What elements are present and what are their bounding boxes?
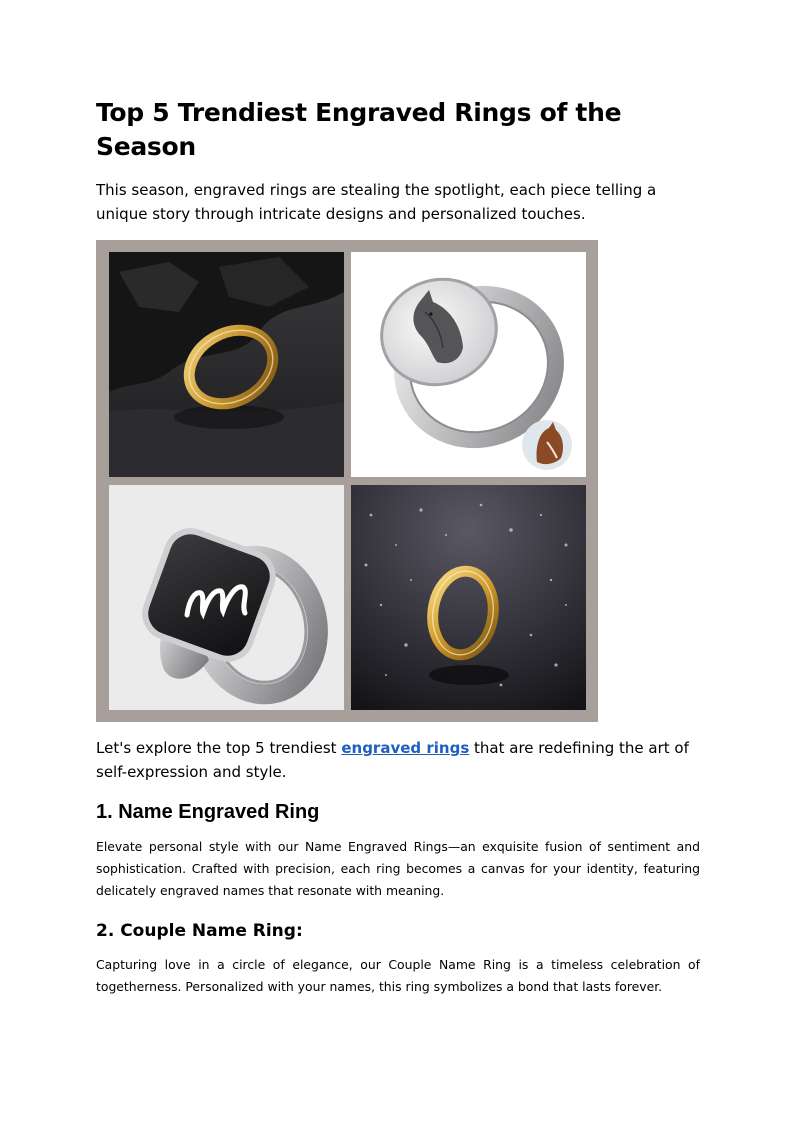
gold-band-on-glitter-image [351,485,586,710]
explore-text-before: Let's explore the top 5 trendiest [96,739,342,757]
section-heading-name-engraved-ring: 1. Name Engraved Ring [96,801,320,823]
letter-m-signet-ring-image [109,485,344,710]
horse-portrait-signet-ring-image [351,252,586,477]
gold-band-on-rock-image [109,252,344,477]
explore-text-after: that are redefining the art of self-expression and style. [96,739,689,781]
intro-paragraph: This season, engraved rings are stealing the spotlight, each piece telling a unique story through intricate designs and personalized touches. [96,181,657,223]
engraved-rings-link[interactable]: engraved rings [341,739,470,757]
ring-collage [96,240,598,722]
section-body-couple-name-ring: Capturing love in a circle of elegance, our Couple Name Ring is a timeless celebration of togetherness. Personalized with your names, this ring symbolizes a bond that lasts forever. [96,957,700,994]
page-title: Top 5 Trendiest Engraved Rings of the Season [96,98,622,161]
explore-paragraph [96,736,700,784]
section-heading-couple-name-ring: 2. Couple Name Ring: [96,921,303,941]
document-page [96,96,700,998]
section-body-name-engraved-ring: Elevate personal style with our Name Engraved Rings—an exquisite fusion of sentiment and sophistication. Crafted with precision, each ring becomes a canvas for your identity, featuring delicately engraved names that resonate with meaning. [96,839,700,898]
